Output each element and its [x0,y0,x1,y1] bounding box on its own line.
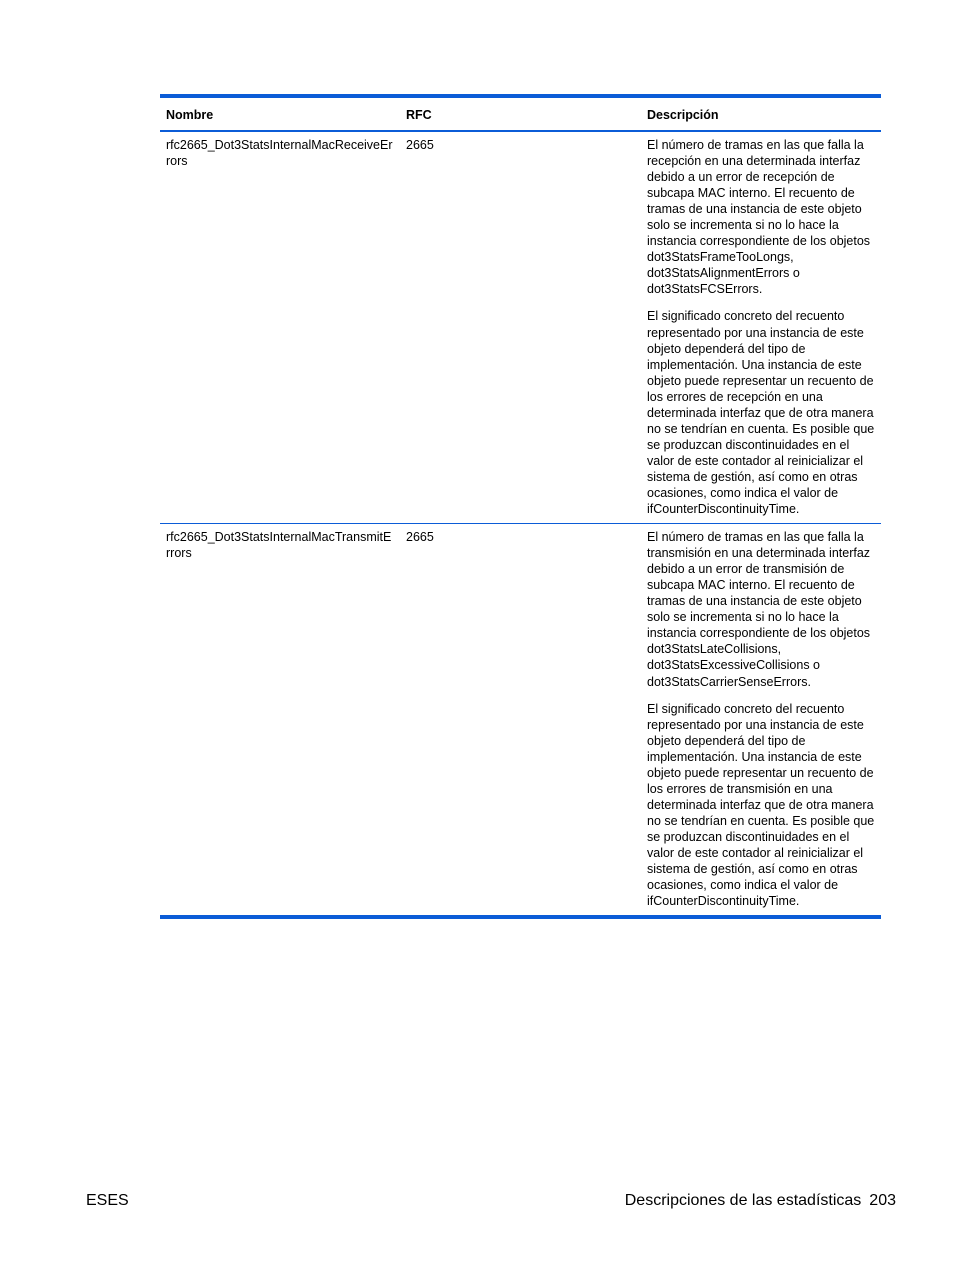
footer-section [625,1191,896,1211]
row-description [641,524,881,918]
row-name: rfc2665_Dot3StatsInternalMacTransmitErrors [166,530,392,561]
table-row [160,524,881,918]
footer-locale-code: ESES [86,1192,129,1209]
table-header-row [160,96,881,131]
row-description [641,131,881,524]
table-row [160,131,881,524]
statistics-table [160,94,881,919]
statistics-table-container [160,94,881,919]
page-number: 203 [869,1192,896,1209]
description-paragraph: El significado concreto del recuento representado por una instancia de este objeto dependerá del tipo de implementación. Una instancia de este objeto puede representar un recuento de los errores de recepción en una determinada interfaz que de otra manera no se tendrían en cuenta. Es posible que se produzcan discontinuidades en el valor de este contador al reinicializar el sistema de gestión, así como en otras ocasiones, como indica el valor de ifCounterDiscontinuityTime. [647,309,875,517]
description-paragraph: El significado concreto del recuento representado por una instancia de este objeto dependerá del tipo de implementación. Una instancia de este objeto puede representar un recuento de los errores de transmisión en una determinada interfaz que de otra manera no se tendrían en cuenta. Es posible que se produzcan discontinuidades en el valor de este contador al reinicializar el sistema de gestión, así como en otras ocasiones, como indica el valor de ifCounterDiscontinuityTime. [647,701,875,909]
row-rfc: 2665 [406,138,434,152]
header-descripcion: Descripción [647,108,719,122]
row-rfc: 2665 [406,530,434,545]
header-nombre: Nombre [166,108,214,122]
description-paragraph: El número de tramas en las que falla la recepción en una determinada interfaz debido a un error de recepción de subcapa MAC interno. El recuento de tramas de una instancia de este objeto solo se incrementa si no lo hace la instancia correspondiente de los objetos dot3StatsFrameTooLongs, dot3StatsAlignmentErrors o dot3StatsFCSErrors. [647,138,871,297]
footer-section-title: Descripciones de las estadísticas [624,1192,862,1209]
description-paragraph: El número de tramas en las que falla la transmisión en una determinada interfaz debido a un error de transmisión de subcapa MAC interno. El recuento de tramas de una instancia de este objeto solo se incrementa si no lo hace la instancia correspondiente de los objetos dot3StatsLateCollisions, dot3StatsExcessiveCollisions o dot3StatsCarrierSenseErrors. [647,530,871,689]
header-rfc: RFC [406,108,432,122]
row-name: rfc2665_Dot3StatsInternalMacReceiveErrors [166,138,393,169]
